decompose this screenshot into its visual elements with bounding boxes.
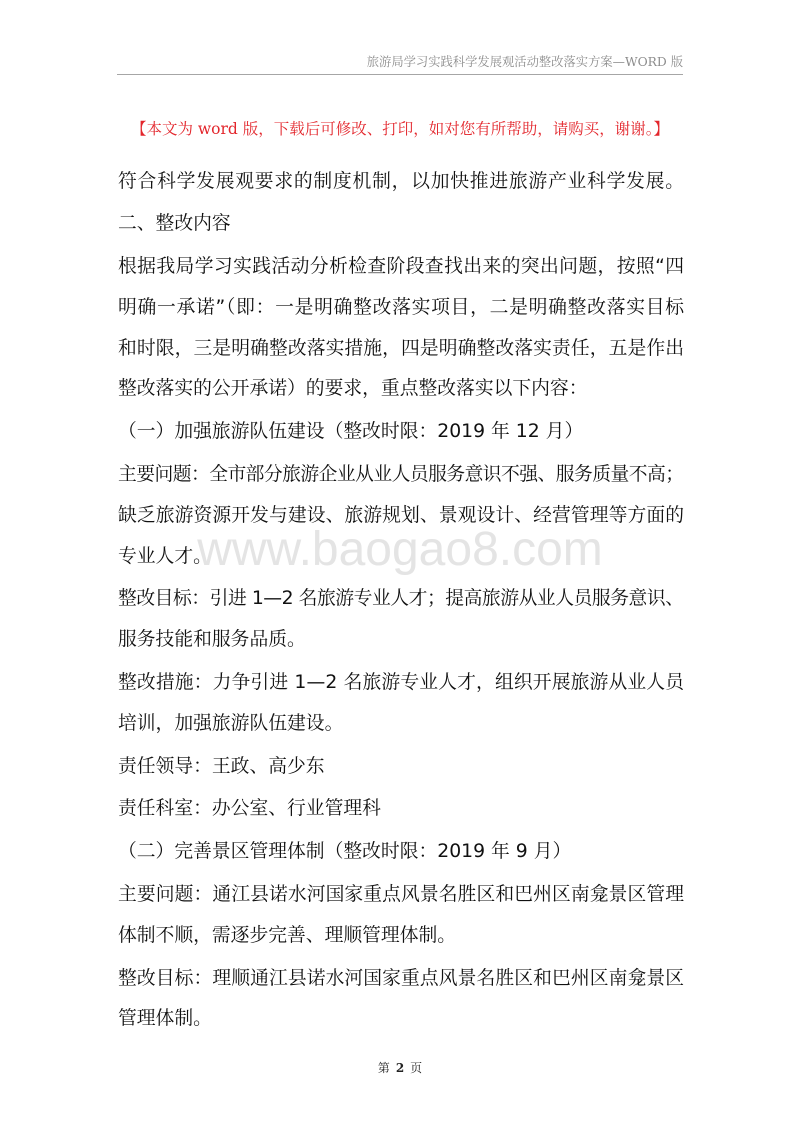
- text-line: 符合科学发展观要求的制度机制，以加快推进旅游产业科学发展。: [118, 170, 685, 192]
- text-line: 明确一承诺”（即：一是明确整改落实项目，二是明确整改落实目标: [118, 297, 685, 319]
- text-line: （二）完善景区管理体制（整改时限：2019 年 9 月）: [118, 841, 572, 863]
- page-number: [0, 1060, 800, 1076]
- text-line: 整改措施：力争引进 1—2 名旅游专业人才，组织开展旅游从业人员: [118, 671, 685, 693]
- text-line: 根据我局学习实践活动分析检查阶段查找出来的突出问题，按照“四: [118, 256, 685, 278]
- section-heading: [118, 204, 684, 245]
- page-number-suffix: 页: [410, 1061, 423, 1075]
- text-line: 整改目标：理顺通江县诺水河国家重点风景名胜区和巴州区南龛景区: [118, 967, 685, 989]
- subsection-heading: [118, 412, 684, 453]
- paragraph: [118, 455, 684, 577]
- header-rule: [117, 74, 683, 75]
- paragraph: [118, 959, 684, 1040]
- text-line: 主要问题：全市部分旅游企业从业人员服务意识不强、服务质量不高；: [118, 464, 684, 486]
- paragraph: [118, 747, 684, 788]
- text-line: 服务技能和服务品质。: [118, 629, 306, 651]
- text-line: 责任科室：办公室、行业管理科: [118, 798, 381, 820]
- text-line: 二、整改内容: [118, 213, 231, 235]
- text-line: 主要问题：通江县诺水河国家重点风景名胜区和巴州区南龛景区管理: [118, 884, 685, 906]
- paragraph: [118, 663, 684, 744]
- subsection-heading: [118, 832, 684, 873]
- text-line: 专业人才。: [118, 545, 212, 567]
- paragraph: [118, 875, 684, 956]
- text-line: 和时限，三是明确整改落实措施，四是明确整改落实责任，五是作出: [118, 337, 685, 359]
- text-line: 整改落实的公开承诺）的要求，重点整改落实以下内容：: [118, 378, 588, 400]
- paragraph: [118, 162, 684, 203]
- text-line: 管理体制。: [118, 1008, 212, 1030]
- page-number-value: 2: [395, 1061, 405, 1075]
- text-line: 责任领导：王政、高少东: [118, 755, 325, 777]
- paragraph: [118, 579, 684, 660]
- page-number-prefix: 第: [377, 1061, 390, 1075]
- text-line: （一）加强旅游队伍建设（整改时限：2019 年 12 月）: [118, 421, 584, 443]
- text-line: 整改目标：引进 1—2 名旅游专业人才；提高旅游从业人员服务意识、: [118, 588, 684, 610]
- paragraph: [118, 247, 684, 410]
- text-line: 缺乏旅游资源开发与建设、旅游规划、景观设计、经营管理等方面的: [118, 504, 685, 526]
- text-line: 体制不顺，需逐步完善、理顺管理体制。: [118, 924, 457, 946]
- document-body: [118, 162, 684, 1043]
- paragraph: [118, 789, 684, 830]
- download-notice: 【本文为 word 版，下载后可修改、打印，如对您有所帮助，请购买，谢谢。】: [130, 120, 670, 138]
- text-line: 培训，加强旅游队伍建设。: [118, 712, 344, 734]
- running-header: 旅游局学习实践科学发展观活动整改落实方案—WORD 版: [366, 55, 683, 69]
- watermark: www.baogao8.com: [197, 523, 603, 576]
